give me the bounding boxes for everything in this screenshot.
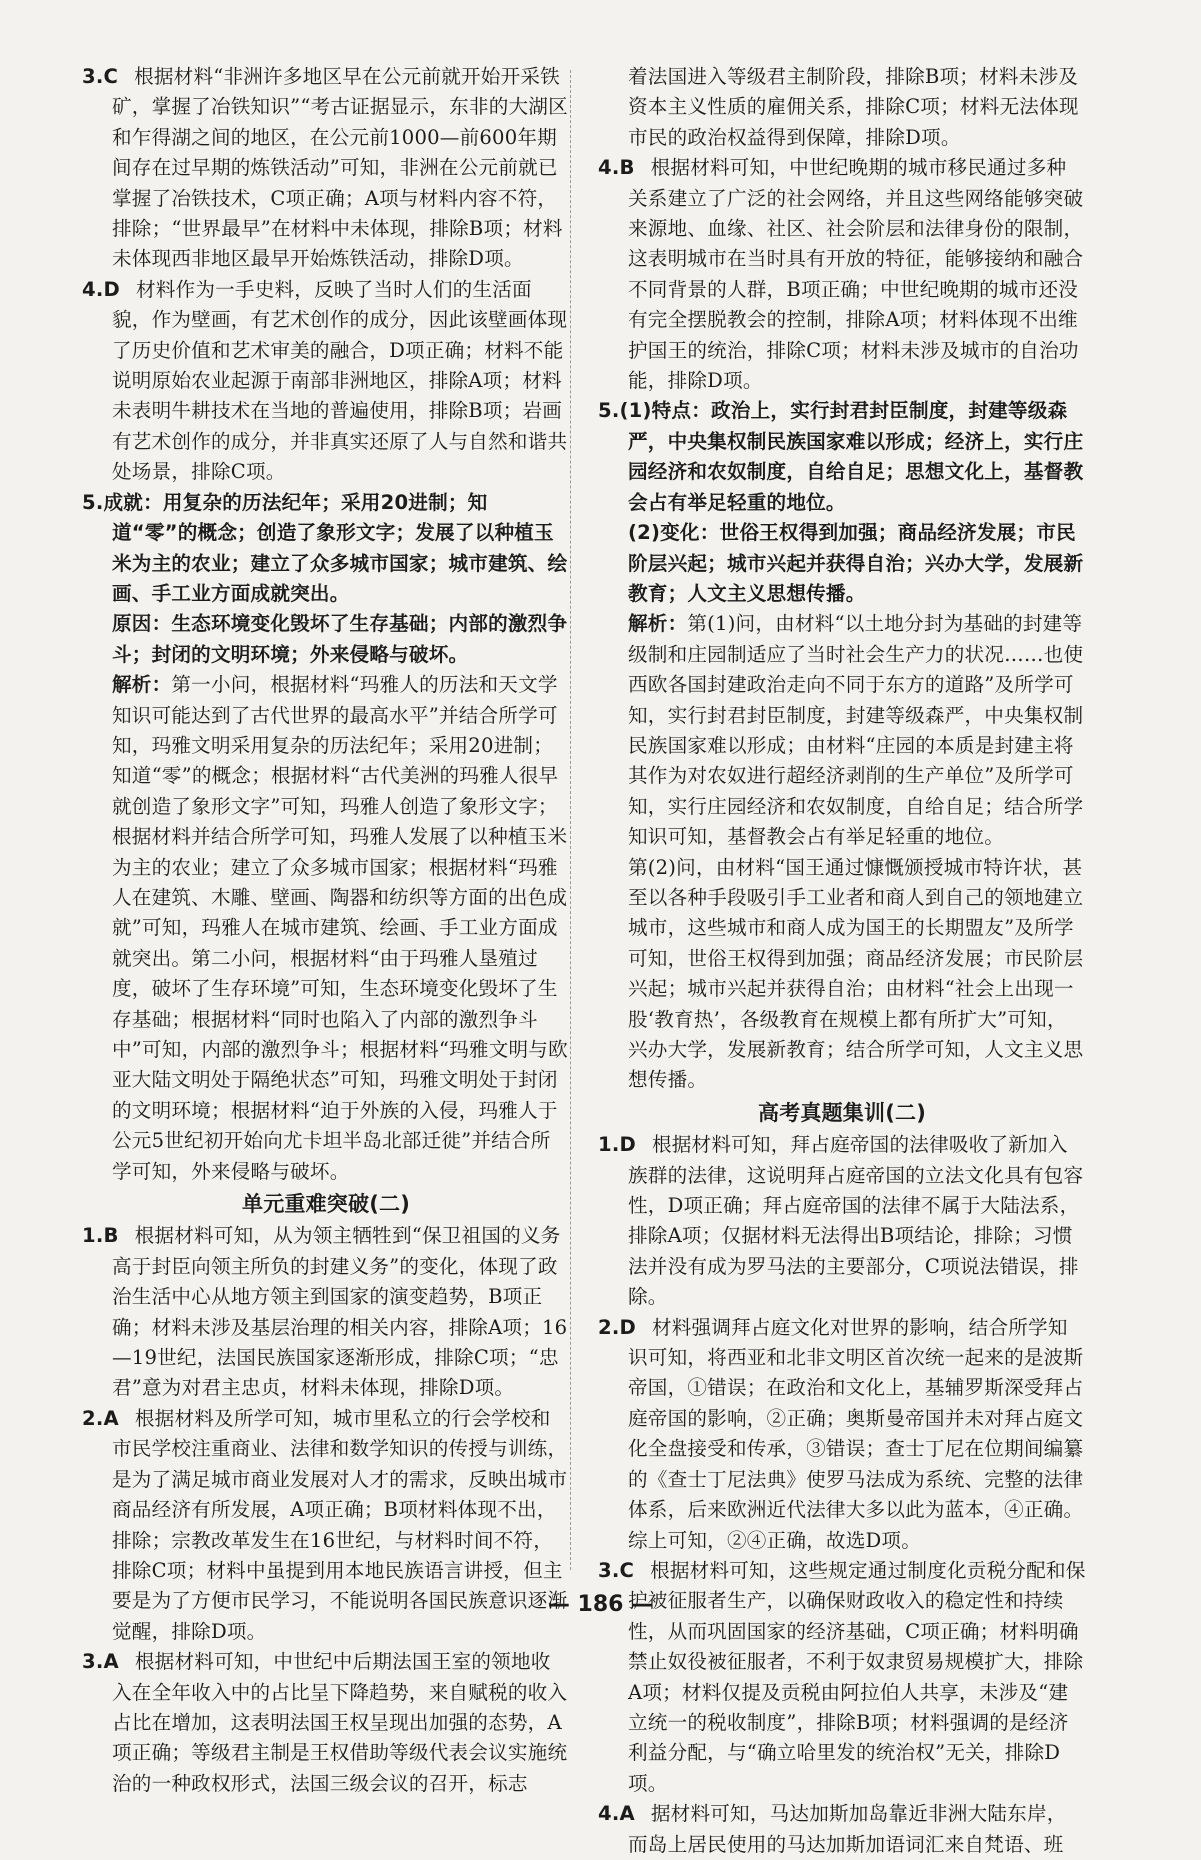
answer-item — [598, 1130, 1086, 1312]
item-number: 3. — [82, 65, 104, 88]
item-explanation: 根据材料可知，从为领主牺牲到“保卫祖国的义务高于封臣向领主所负的封建义务”的变化，体现了政治生活中心从地方领主到国家的演变趋势，B项正确；材料未涉及基层治理的相关内容，排除A项；16—19世纪，法国民族国家逐渐形成，排除C项；“忠君”意为对君主忠贞，材料未体现，排除D项。 — [112, 1224, 568, 1400]
item-number: 1. — [598, 1133, 620, 1157]
item-explanation: 材料强调拜占庭文化对世界的影响，结合所学知识可知，将西亚和北非文明区首次统一起来的是波斯帝国，①错误；在政治和文化上，基辅罗斯深受拜占庭帝国的影响，②正确；奥斯曼帝国并未对拜占庭文化全盘接受和传承，③错误；查士丁尼在位期间编纂的《查士丁尼法典》使罗马法成为系统、完整的法律体系，后来欧洲近代法律大多以此为蓝本，④正确。综上可知，②④正确，故选D项。 — [628, 1315, 1084, 1552]
answer-paragraph — [598, 518, 1086, 609]
item-number: 1. — [82, 1224, 104, 1248]
item-explanation: 根据材料“非洲许多地区早在公元前就开始开采铁矿，掌握了冶铁知识”“考古证据显示，东非的大湖区和乍得湖之间的地区，在公元前1000—前600年期间存在过早期的炼铁活动”可知，非洲在公元前就已掌握了冶铁技术，C项正确；A项与材料内容不符，排除；“世界最早”在材料中未体现，排除B项；材料未体现西非地区最早开始炼铁活动，排除D项。 — [112, 65, 568, 271]
section-title: 高考真题集训(二) — [758, 1100, 926, 1125]
item-number: 3. — [82, 1650, 104, 1674]
item-explanation: 根据材料可知，这些规定通过制度化贡税分配和保护被征服者生产，以确保财政收入的稳定性和持续性，从而巩固国家的经济基础，C项正确；材料明确禁止奴役被征服者，不利于奴隶贸易规模扩大，排除A项；材料仅提及贡税由阿拉伯人共享，未涉及“建立统一的税收制度”，排除B项；材料强调的是经济利益分配，与“确立哈里发的统治权”无关，排除D项。 — [628, 1558, 1086, 1795]
features-answer: 政治上，实行封君封臣制度，封建等级森严，中央集权制民族国家难以形成；经济上，实行庄园经济和农奴制度，自给自足；思想文化上，基督教会占有举足轻重的地位。 — [628, 399, 1084, 514]
item-answer: A — [619, 1802, 635, 1826]
item-answer: A — [103, 1406, 119, 1430]
item-explanation: 根据材料可知，中世纪晚期的城市移民通过多种关系建立了广泛的社会网络，并且这些网络能够突破来源地、血缘、社区、社会阶层和法律身份的限制，这表明城市在当时具有开放的特征，能够接纳和融合不同背景的人群，B项正确；中世纪晚期的城市还没有完全摆脱教会的控制，排除A项；材料体现不出维护国王的统治，排除C项；材料未涉及城市的自治功能，排除D项。 — [628, 156, 1084, 393]
section-title: 单元重难突破(二) — [242, 1192, 410, 1217]
answer-item — [598, 153, 1086, 396]
item-answer: D — [619, 1133, 636, 1157]
item-answer: D — [103, 277, 120, 301]
item-explanation: 根据材料可知，拜占庭帝国的法律吸收了新加入族群的法律，这说明拜占庭帝国的立法文化具有包容性，D项正确；拜占庭帝国的法律不属于大陆法系，排除A项；仅据材料无法得出B项结论，排除；习惯法并没有成为罗马法的主要部分，C项说法错误，排除。 — [628, 1133, 1084, 1309]
answer-item — [82, 488, 570, 610]
item-explanation: 根据材料及所学可知，城市里私立的行会学校和市民学校注重商业、法律和数学知识的传授与训练，是为了满足城市商业发展对人才的需求，反映出城市商品经济有所发展，A项正确；B项材料体现不出，排除；宗教改革发生在16世纪，与材料时间不符，排除C项；材料中虽提到用本地民族语言讲授，但主要是为了方便市民学习，不能说明各国民族意识逐渐觉醒，排除D项。 — [112, 1406, 568, 1643]
right-column — [598, 62, 1086, 1860]
item-number: 5. — [82, 490, 104, 514]
item-answer: D — [619, 1315, 636, 1339]
item-answer: B — [103, 1224, 119, 1248]
item-explanation: 据材料可知，马达加斯加岛靠近非洲大陆东岸，而岛上居民使用的马达加斯加语词汇来自梵语、班 — [628, 1802, 1067, 1856]
answer-item — [82, 62, 570, 275]
analysis-paragraph — [82, 670, 570, 1187]
item-answer: A — [103, 1650, 119, 1674]
item-number: 2. — [598, 1315, 620, 1339]
answer-item — [598, 396, 1086, 518]
column-divider — [570, 70, 571, 1570]
item-answer: B — [619, 156, 635, 180]
left-column — [82, 62, 570, 1799]
item-explanation: 根据材料可知，中世纪中后期法国王室的领地收入在全年收入中的占比呈下降趋势，来自赋税的收入占比在增加，这表明法国王权呈现出加强的态势，A项正确；等级君主制是王权借助等级代表会议实施统治的一种政权形式，法国三级会议的召开，标志 — [112, 1650, 568, 1795]
answer-item — [82, 1221, 570, 1403]
changes-label: (2)变化： — [628, 521, 720, 545]
item-explanation: 材料作为一手史料，反映了当时人们的生活面貌，作为壁画，有艺术创作的成分，因此该壁画体现了历史价值和艺术审美的融合，D项正确；材料不能说明原始农业起源于南部非洲地区，排除A项；材料未表明牛耕技术在当地的普遍使用，排除B项；岩画有艺术创作的成分，并非真实还原了人与自然和谐共处场景，排除C项。 — [112, 277, 568, 484]
continued-explanation: 着法国进入等级君主制阶段，排除B项；材料未涉及资本主义性质的雇佣关系，排除C项；材料无法体现市民的政治权益得到保障，排除D项。 — [628, 65, 1079, 149]
changes-answer: 世俗王权得到加强；商品经济发展；市民阶层兴起；城市兴起并获得自治；兴办大学，发展新教育；人文主义思想传播。 — [628, 521, 1084, 605]
achievement-label: 成就： — [103, 490, 163, 514]
answer-paragraph — [82, 609, 570, 670]
analysis-label: 解析： — [112, 673, 172, 697]
page-number: — 186 — — [547, 1592, 654, 1617]
item-number: 3. — [598, 1558, 620, 1582]
item-number: 4. — [82, 277, 104, 301]
item-number: 4. — [598, 1802, 620, 1826]
reason-answer: 生态环境变化毁坏了生存基础；内部的激烈争斗；封闭的文明环境；外来侵略与破坏。 — [112, 612, 568, 666]
item-number: 5. — [598, 399, 620, 423]
item-number: 2. — [82, 1406, 104, 1430]
achievement-answer: 用复杂的历法纪年；采用20进制；知道“零”的概念；创造了象形文字；发展了以种植玉米为主的农业；建立了众多城市国家；城市建筑、绘画、手工业方面成就突出。 — [112, 490, 568, 605]
item-answer: C — [619, 1558, 635, 1582]
answer-item — [598, 1799, 1086, 1860]
answer-item — [82, 1647, 570, 1799]
analysis-text: 第一小问，根据材料“玛雅人的历法和天文学知识可能达到了古代世界的最高水平”并结合所学可知，玛雅文明采用复杂的历法纪年；采用20进制；知道“零”的概念；根据材料“古代美洲的玛雅人很早就创造了象形文字”可知，玛雅人创造了象形文字；根据材料并结合所学可知，玛雅人发展了以种植玉米为主的农业；建立了众多城市国家；根据材料“玛雅人在建筑、木雕、壁画、陶器和纺织等方面的出色成就”可知，玛雅人在城市建筑、绘画、手工业方面成就突出。第二小问，根据材料“由于玛雅人垦殖过度，破坏了生存环境”可知，生态环境变化毁坏了生存基础；根据材料“同时也陷入了内部的激烈争斗中”可知，内部的激烈争斗；根据材料“玛雅文明与欧亚大陆文明处于隔绝状态”可知，玛雅文明处于封闭的文明环境；根据材料“迫于外族的入侵，玛雅人于公元5世纪初开始向尤卡坦半岛北部迁徙”并结合所学可知，外来侵略与破坏。 — [112, 673, 568, 1183]
analysis-paragraph — [598, 609, 1086, 852]
item-number: 4. — [598, 156, 620, 180]
item-answer: C — [103, 65, 119, 88]
analysis-text: 第(1)问，由材料“以土地分封为基础的封建等级制和庄园制适应了当时社会生产力的状况……也使西欧各国封建政治走向不同于东方的道路”及所学可知，实行封君封臣制度，封建等级森严，中央集权制民族国家难以形成；由材料“庄园的本质是封建主将其作为对农奴进行超经济剥削的生产单位”及所学可知，实行庄园经济和农奴制度，自给自足；结合所学知识可知，基督教会占有举足轻重的地位。 — [628, 612, 1084, 849]
features-label: (1)特点： — [619, 399, 712, 423]
analysis-label: 解析： — [628, 612, 688, 636]
answer-item — [82, 275, 570, 488]
answer-item — [598, 1313, 1086, 1556]
reason-label: 原因： — [112, 612, 172, 636]
analysis-paragraph: 第(2)问，由材料“国王通过慷慨颁授城市特许状，甚至以各种手段吸引手工业者和商人到自己的领地建立城市，这些城市和商人成为国王的长期盟友”及所学可知，世俗王权得到加强；商品经济发展；市民阶层兴起；城市兴起并获得自治；由材料“社会上出现一股‘教育热’，各级教育在规模上都有所扩大”可知，兴办大学，发展新教育；结合所学可知，人文主义思想传播。 — [628, 855, 1084, 1092]
